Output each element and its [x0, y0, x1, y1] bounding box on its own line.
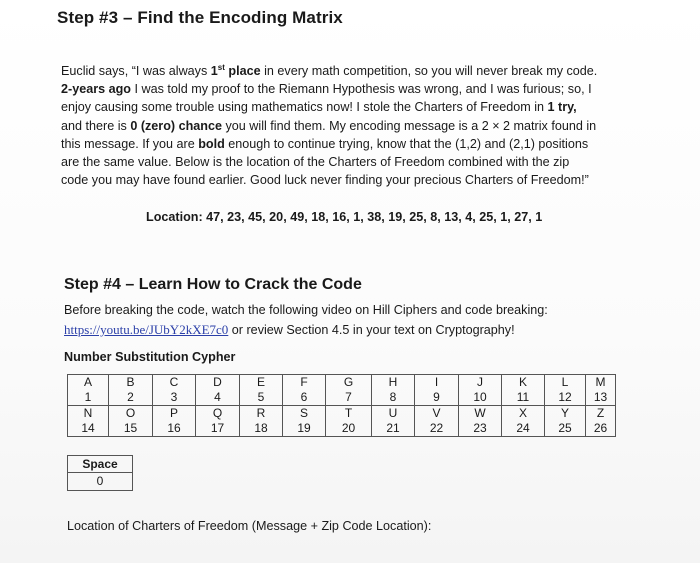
- bold-text: 2-years ago: [61, 82, 132, 97]
- cypher-title: Number Substitution Cypher: [64, 350, 236, 364]
- step4-intro-line1: Before breaking the code, watch the following video on Hill Ciphers and code breaking:: [64, 303, 548, 317]
- letter-cell: F: [283, 375, 326, 391]
- letter-row: [68, 375, 616, 391]
- letter-cell: C: [153, 375, 196, 391]
- video-link[interactable]: https://youtu.be/JUbY2kXE7c0: [64, 322, 229, 337]
- letter-cell: O: [109, 406, 153, 422]
- number-cell: 16: [153, 421, 196, 437]
- step3-heading: Step #3 – Find the Encoding Matrix: [57, 8, 343, 27]
- number-cell: 24: [502, 421, 545, 437]
- letter-cell: H: [372, 375, 415, 391]
- letter-cell: Z: [586, 406, 616, 422]
- charters-location-label: Location of Charters of Freedom (Message + Zip Code Location):: [67, 519, 432, 533]
- number-cell: 9: [415, 390, 459, 406]
- letter-cell: I: [415, 375, 459, 391]
- number-cell: 4: [196, 390, 240, 406]
- letter-cell: X: [502, 406, 545, 422]
- letter-cell: G: [326, 375, 372, 391]
- letter-cell: L: [545, 375, 586, 391]
- letter-cell: V: [415, 406, 459, 422]
- letter-cell: D: [196, 375, 240, 391]
- number-cell: 7: [326, 390, 372, 406]
- paragraph-line: [61, 80, 651, 98]
- text-run: code you may have found earlier. Good luck never finding your precious Charters of Freedom!”: [61, 173, 589, 188]
- paragraph-line: [61, 153, 651, 171]
- letter-cell: M: [586, 375, 616, 391]
- letter-cell: Q: [196, 406, 240, 422]
- letter-cell: T: [326, 406, 372, 422]
- number-cell: 18: [240, 421, 283, 437]
- text-run: you will find them. My encoding message is a 2 × 2 matrix found in: [222, 118, 597, 133]
- number-cell: 8: [372, 390, 415, 406]
- number-cell: 15: [109, 421, 153, 437]
- letter-cell: Y: [545, 406, 586, 422]
- paragraph-line: [61, 117, 651, 135]
- number-cell: 6: [283, 390, 326, 406]
- text-run: in every math competition, so you will never break my code.: [260, 64, 598, 78]
- text-run: Euclid says, “I was always: [61, 64, 211, 78]
- number-row: [68, 421, 616, 437]
- letter-cell: J: [459, 375, 502, 391]
- bold-text: 1: [210, 64, 218, 78]
- space-label: Space: [68, 456, 132, 473]
- number-cell: 22: [415, 421, 459, 437]
- number-cell: 10: [459, 390, 502, 406]
- number-cell: 21: [372, 421, 415, 437]
- letter-row: [68, 406, 616, 422]
- number-cell: 12: [545, 390, 586, 406]
- number-cell: 14: [68, 421, 109, 437]
- bold-text: st: [217, 63, 225, 72]
- letter-cell: S: [283, 406, 326, 422]
- paragraph-line: [61, 62, 651, 80]
- paragraph-line: [61, 171, 651, 189]
- letter-cell: E: [240, 375, 283, 391]
- number-row: [68, 390, 616, 406]
- letter-cell: U: [372, 406, 415, 422]
- letter-cell: A: [68, 375, 109, 391]
- number-cell: 19: [283, 421, 326, 437]
- number-cell: 23: [459, 421, 502, 437]
- step4-heading: Step #4 – Learn How to Crack the Code: [64, 276, 362, 293]
- number-cell: 26: [586, 421, 616, 437]
- bold-text: bold: [198, 136, 225, 151]
- step3-paragraph: [61, 62, 651, 189]
- bold-text: 1 try,: [547, 100, 577, 115]
- number-cell: 2: [109, 390, 153, 406]
- number-cell: 3: [153, 390, 196, 406]
- bold-text: 0 (zero) chance: [130, 118, 222, 133]
- letter-cell: R: [240, 406, 283, 422]
- paragraph-line: [61, 98, 651, 116]
- paragraph-line: [61, 135, 651, 153]
- text-run: I was told my proof to the Riemann Hypothesis was wrong, and I was furious; so, I: [131, 82, 592, 97]
- number-cell: 25: [545, 421, 586, 437]
- letter-cell: W: [459, 406, 502, 422]
- number-cell: 20: [326, 421, 372, 437]
- letter-cell: P: [153, 406, 196, 422]
- number-cell: 17: [196, 421, 240, 437]
- text-run: enough to continue trying, know that the (1,2) and (2,1) positions: [224, 136, 589, 151]
- location-numbers: Location: 47, 23, 45, 20, 49, 18, 16, 1, 38, 19, 25, 8, 13, 4, 25, 1, 27, 1: [146, 210, 543, 224]
- text-run: and there is: [61, 118, 131, 133]
- number-cell: 11: [502, 390, 545, 406]
- number-cell: 5: [240, 390, 283, 406]
- step4-intro-line2-rest: or review Section 4.5 in your text on Cryptography!: [228, 323, 515, 337]
- number-cell: 1: [68, 390, 109, 406]
- text-run: are the same value. Below is the location of the Charters of Freedom combined with the zip: [61, 155, 570, 170]
- space-value: 0: [96, 474, 104, 488]
- bold-text: place: [224, 64, 261, 78]
- text-run: enjoy causing some trouble using mathematics now! I stole the Charters of Freedom in: [61, 100, 548, 115]
- cypher-table: [67, 374, 616, 437]
- space-box: [67, 455, 133, 491]
- step4-intro-line2: [64, 320, 644, 340]
- letter-cell: K: [502, 375, 545, 391]
- number-cell: 13: [586, 390, 616, 406]
- letter-cell: N: [68, 406, 109, 422]
- letter-cell: B: [109, 375, 153, 391]
- step4-intro: [64, 301, 644, 340]
- text-run: this message. If you are: [61, 136, 199, 151]
